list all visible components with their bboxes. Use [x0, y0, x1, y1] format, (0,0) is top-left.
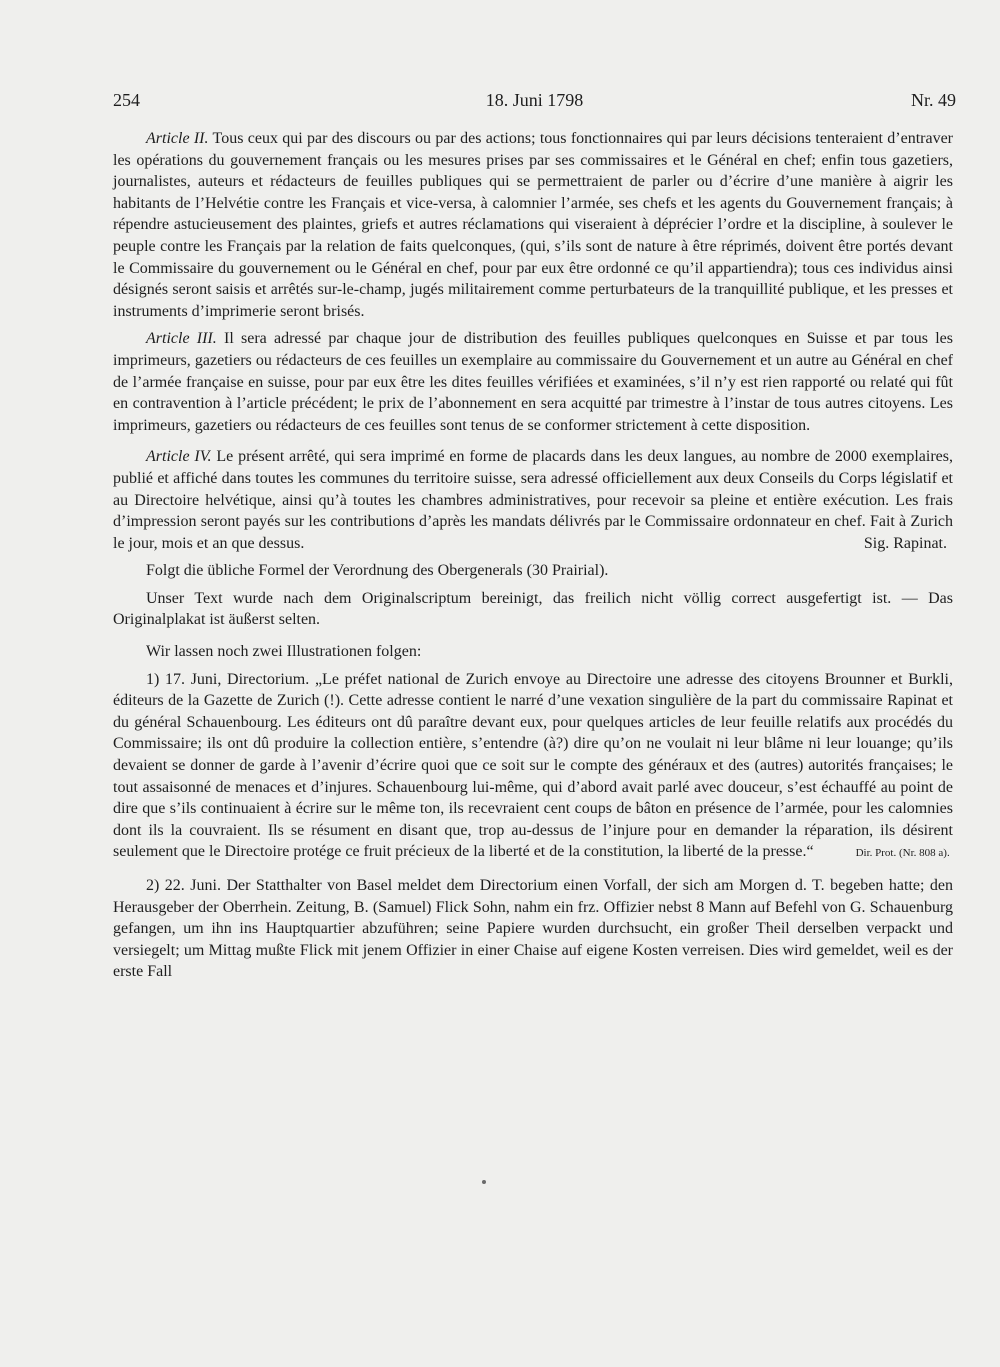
article-2-label: Article II.	[146, 130, 209, 147]
page-header	[113, 90, 956, 120]
illustration-1	[113, 669, 953, 865]
illustration-2-text: Der Statthalter von Basel meldet dem Directorium einen Vorfall, der sich am Morgen d. T. begeben hatte; den Herausgeber der Oberrhein. Zeitung, B. (Samuel) Flick Sohn, nahm ein frz. Offizier nebst 8 Mann auf Befehl von G. Schauenburg gefangen, um ihn ins Hauptquartier abzuführen; seine Papiere wurden durchsucht, ein großer Theil derselben verpackt und versiegelt; um Mittag mußte Flick mit jenem Offizier in einer Chaise auf eigene Kosten verreisen. Dies wird gemeldet, weil es der erste Fall	[113, 877, 954, 981]
illustration-2-lead: 2) 22. Juni.	[146, 877, 221, 894]
illustration-1-lead: 1) 17. Juni, Directorium.	[146, 670, 310, 688]
article-4-label: Article IV.	[146, 448, 212, 466]
text-note-paragraph: Unser Text wurde nach dem Originalscriptum bereinigt, das freilich nicht völlig correct ausgefertigt ist. — Das Originalplakat ist äußerst selten.	[113, 589, 953, 629]
formel-paragraph: Folgt die übliche Formel der Verordnung des Obergenerals (30 Prairial).	[146, 562, 609, 580]
article-4-text: Le présent arrêté, qui sera imprimé en forme de placards dans les deux langues, au nombre de 2000 exemplaires, publié et affiché dans toutes les communes du territoire suisse, sera adressé officiellement aux deux Conseils du Corps législatif et au Directoire helvétique, ainsi qu’à toutes les chambres administratives, pour recevoir sa pleine et entière exécution. Les frais d’impression seront payés sur les contributions d’après les mandats délivrés par le Commissaire ordonnateur en chef. Fait à Zurich le jour, mois et an que dessus.	[113, 448, 954, 552]
printing-speck	[482, 1180, 486, 1184]
article-3-text: Il sera adressé par chaque jour de distribution des feuilles publiques quelconques en Suisse et par tous les imprimeurs, gazetiers ou rédacteurs de ces feuilles un exemplaire au commissaire du Gouvernement et un autre au Général en chef de l’armée française en suisse, pour par eux être les dites feuilles vérifiées et examinées, s’il n’y est rien rapporté ou relaté qui fût en contravention à l’article précédent; le prix de l’abonnement en sera acquitté par trimestre à l’instar de tous autres citoyens. Les imprimeurs, gazetiers ou rédacteurs de ces feuilles sont tenus de se conformer strictement à cette disposition.	[113, 330, 954, 434]
article-3-label: Article III.	[146, 330, 217, 348]
page-number: 254	[113, 90, 140, 110]
illustration-1-reference: Dir. Prot. (Nr. 808 a).	[855, 847, 950, 860]
illustration-1-text: „Le préfet national de Zurich envoye au Directoire une adresse des citoyens Brounner et Burkli, éditeurs de la Gazette de Zurich (!). Cette adresse contient le narré d’une vexation singulière de la part du commissaire Rapinat et du général Schauenbourg. Les éditeurs ont dû paraître devant eux, pour quelques articles de leur feuille relatifs aux procédés du Commissaire; ils ont dû produire la collection entière, s’entendre (à?) dire qu’on ne voulait ni leur blâme ni leur louange; qu’ils devaient se donner de garde à l’avenir d’écrire quoi que ce soit sur le compte des généraux et des (autres) autorités françaises; le tout assaisonné de menaces et d’injures. Schauenbourg lui-même, qui d’abord avait parlé avec douceur, s’est échauffé au point de dire que s’ils continuaient à écrire sur le même ton, ils recevraient cent coups de bâton en présence de l’armée, pour les calomnies dont ils la couvraient. Ils se résument en disant que, trop au-dessus de l’injure pour en demander la réparation, ils désirent seulement que le Directoire protége ce fruit précieux de la liberté et de la constitution, la liberté de la presse.“	[113, 670, 953, 861]
header-date: 18. Juni 1798	[485, 90, 584, 110]
signature: Sig. Rapinat.	[863, 534, 947, 552]
document-body	[113, 128, 953, 983]
article-2	[113, 128, 953, 322]
article-3	[113, 328, 953, 436]
document-number: Nr. 49	[911, 90, 956, 110]
article-2-text: Tous ceux qui par des discours ou par des actions; tous fonctionnaires qui par leurs décisions tenteraient d’entraver les opérations du gouvernement français ou les mesures prises par ses commissaires et le Général en chef; enfin tous gazetiers, journalistes, auteurs et rédacteurs de feuilles publiques qui se permettraient de parler ou d’écrire d’une manière à aigrir les habitants de l’Helvétie contre les Français et vice-versa, à calomnier l’armée, ses chefs et les agents du Gouvernement français; à répendre astucieusement des plaintes, griefs et autres réclamations qui viseraient à déprécier l’ordre et la discipline, à soulever le peuple contre les Français par la relation de faits quelconques, (qui, s’ils sont de nature à être réprimés, doivent être portés devant le Commissaire du gouvernement ou le Général en chef, pour par eux être ordonné ce qu’il appartiendra); tous ces individus ainsi désignés seront saisis et arrêtés sur-le-champ, jugés militairement comme perturbateurs de la tranquillité publique, et les presses et instruments d’imprimerie seront brisés.	[113, 130, 953, 320]
illustration-2	[113, 875, 953, 983]
illustrations-paragraph: Wir lassen noch zwei Illustrationen folgen:	[146, 643, 422, 661]
